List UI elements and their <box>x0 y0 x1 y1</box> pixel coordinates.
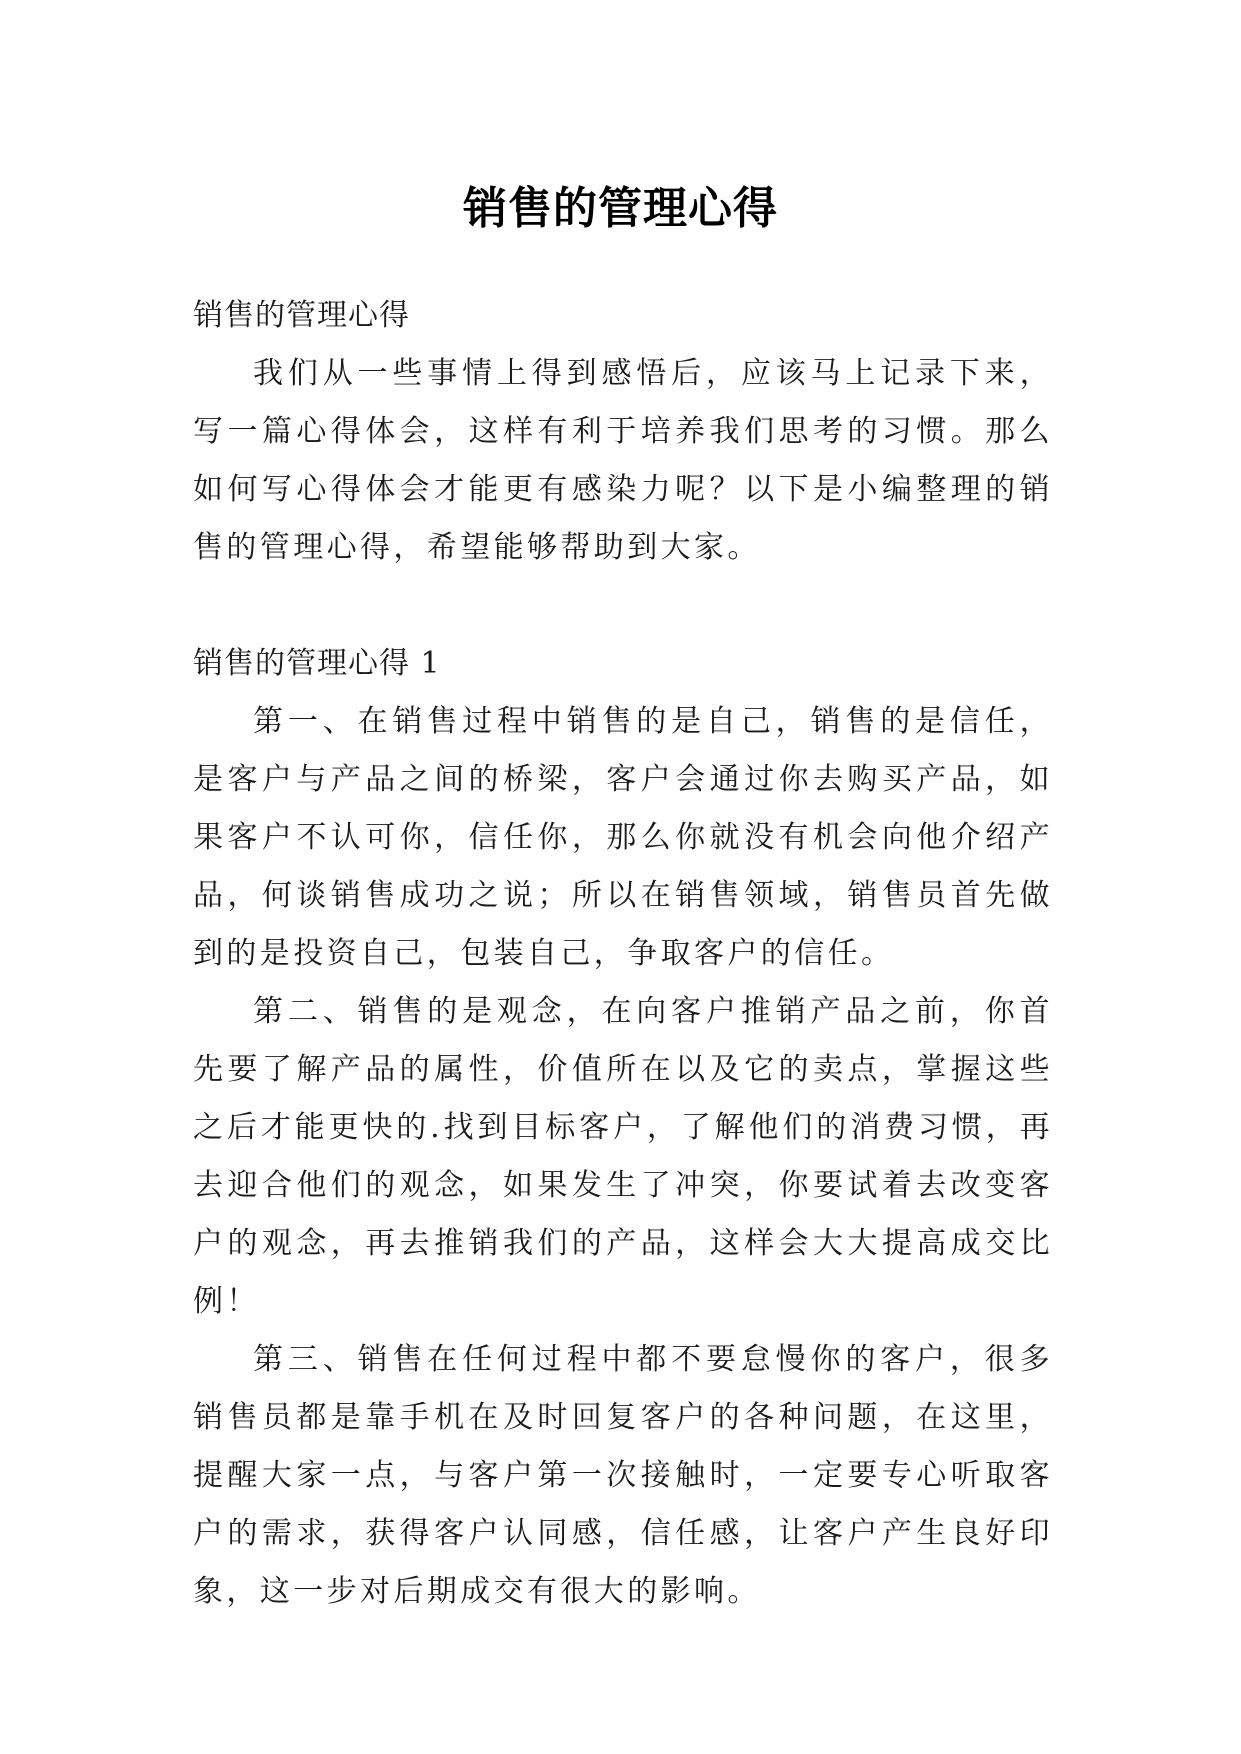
intro-paragraph: 我们从一些事情上得到感悟后，应该马上记录下来，写一篇心得体会，这样有利于培养我们思考的习惯。那么如何写心得体会才能更有感染力呢？以下是小编整理的销售的管理心得，希望能够帮助到大家。 <box>193 356 1053 565</box>
section-heading-intro: 销售的管理心得 <box>193 298 410 333</box>
section-heading-1: 销售的管理心得 1 <box>193 646 441 681</box>
paragraph-third-point: 第三、销售在任何过程中都不要怠慢你的客户，很多销售员都是靠手机在及时回复客户的各种问题，在这里，提醒大家一点，与客户第一次接触时，一定要专心听取客户的需求，获得客户认同感，信任感，让客户产生良好印象，这一步对后期成交有很大的影响。 <box>193 1342 1053 1609</box>
paragraph-second-point: 第二、销售的是观念，在向客户推销产品之前，你首先要了解产品的属性，价值所在以及它的卖点，掌握这些之后才能更快的.找到目标客户，了解他们的消费习惯，再去迎合他们的观念，如果发生了冲突，你要试着去改变客户的观念，再去推销我们的产品，这样会大大提高成交比例！ <box>193 994 1053 1319</box>
document-title: 销售的管理心得 <box>463 183 778 235</box>
paragraph-first-point: 第一、在销售过程中销售的是自己，销售的是信任，是客户与产品之间的桥梁，客户会通过你去购买产品，如果客户不认可你，信任你，那么你就没有机会向他介绍产品，何谈销售成功之说；所以在销售领域，销售员首先做到的是投资自己，包装自己，争取客户的信任。 <box>193 704 1053 971</box>
section-spacer <box>193 577 1053 635</box>
document-body <box>193 287 1053 1621</box>
